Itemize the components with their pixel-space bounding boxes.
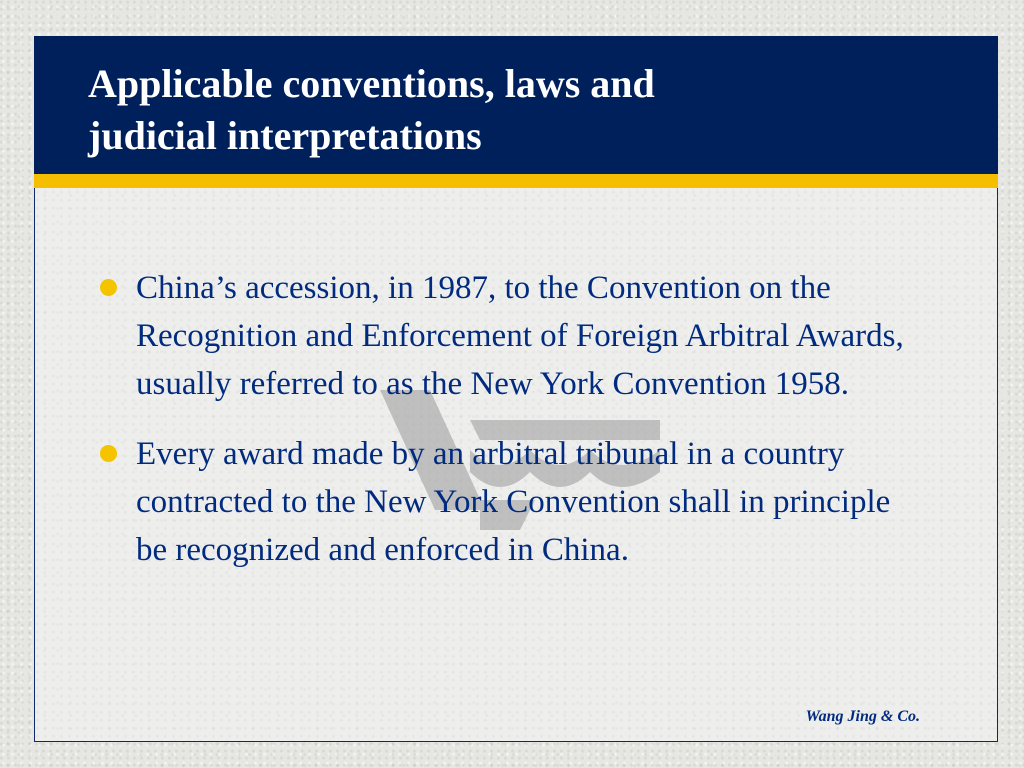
- bullet-text: Every award made by an arbitral tribunal in a country contracted to the New York Convention shall in principle be recognized and enforced in China.: [136, 436, 891, 568]
- accent-stripe: [34, 174, 998, 188]
- bullet-text: China’s accession, in 1987, to the Convention on the Recognition and Enforcement of Foreign Arbitral Awards, usually referred to as the New York Convention 1958.: [136, 270, 904, 402]
- bullet-list: [98, 264, 928, 574]
- footer-credit: Wang Jing & Co.: [805, 708, 920, 725]
- slide-title: Applicable conventions, laws and judicial interpretations: [88, 61, 655, 158]
- bullet-item: [98, 430, 928, 574]
- bullet-dot-icon: [100, 445, 117, 462]
- bullet-item: [98, 264, 928, 408]
- bullet-dot-icon: [100, 279, 117, 296]
